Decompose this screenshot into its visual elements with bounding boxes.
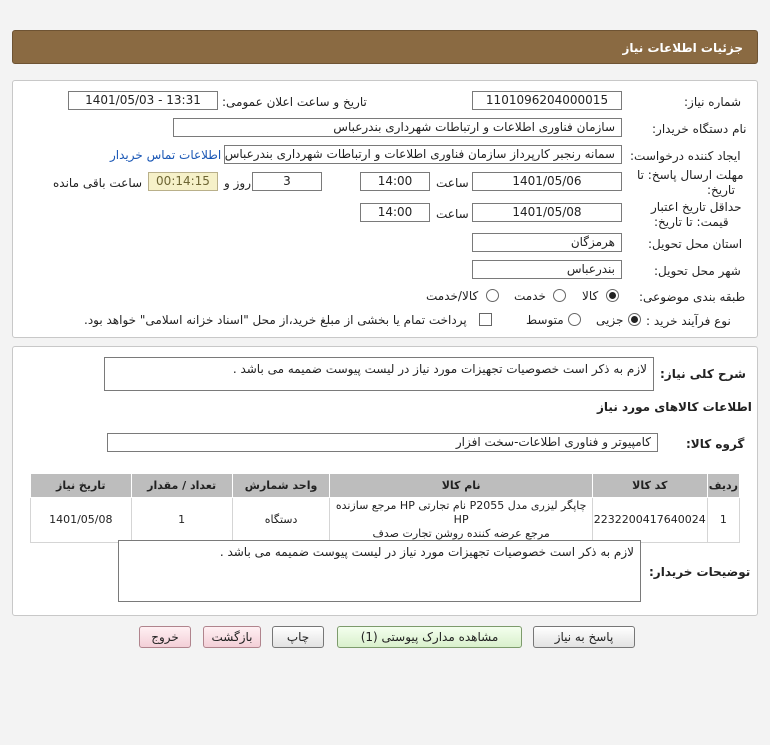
creator-field: سمانه رنجبر کارپرداز سازمان فناوری اطلاعات و ارتباطات شهرداری بندرعباس [224,145,622,164]
validity-label: حداقل تاریخ اعتبار [651,200,742,214]
goods-table-header-row [31,474,740,498]
process-radio-minor[interactable] [628,313,641,326]
buyer-field: سازمان فناوری اطلاعات و ارتباطات شهرداری بندرعباس [173,118,622,137]
validity-date-field: 1401/05/08 [472,203,622,222]
col-header-unit: واحد شمارش [232,474,330,498]
reply-button[interactable]: پاسخ به نیاز [533,626,635,648]
reply-time-field: 14:00 [360,172,430,191]
cell-unit: دستگاه [232,498,330,543]
col-header-date: تاریخ نیاز [31,474,132,498]
announce-datetime-label: تاریخ و ساعت اعلان عمومی: [222,95,367,109]
category-option-service: خدمت [514,289,546,303]
need-description-box: لازم به ذکر است خصوصیات تجهیزات مورد نیاز در لیست پیوست ضمیمه می باشد . [104,357,654,391]
cell-date: 1401/05/08 [31,498,132,543]
goods-section-title: اطلاعات کالاهای مورد نیاز [597,400,752,414]
print-button[interactable]: چاپ [272,626,324,648]
validity-time-field: 14:00 [360,203,430,222]
cell-name [330,498,592,543]
validity-time-label: ساعت [436,207,469,221]
buyer-notes-label: توضیحات خریدار: [649,565,751,579]
category-radio-goods-service[interactable] [486,289,499,302]
page-title: جزئیات اطلاعات نیاز [622,41,743,55]
category-option-goods: کالا [582,289,599,303]
table-row [31,498,740,543]
buyer-contact-link[interactable]: اطلاعات تماس خریدار [110,148,222,162]
city-field: بندرعباس [472,260,622,279]
cell-name-line1: چاپگر لیزری مدل P2055 نام تجارتی HP مرجع سازنده HP [335,499,587,526]
reply-date-field: 1401/05/06 [472,172,622,191]
days-label: روز و [224,176,251,190]
remaining-time-field: 00:14:15 [148,172,218,191]
need-number-label: شماره نیاز: [684,95,741,109]
buyer-notes-box: لازم به ذکر است خصوصیات تجهیزات مورد نیاز در لیست پیوست ضمیمه می باشد . [118,540,641,602]
buyer-label: نام دستگاه خریدار: [652,122,747,136]
validity-label-2: قیمت: تا تاریخ: [654,215,729,229]
category-radio-goods[interactable] [606,289,619,302]
reply-deadline-label: مهلت ارسال پاسخ: تا [637,168,744,182]
province-label: استان محل تحویل: [648,237,743,251]
col-header-qty: تعداد / مقدار [131,474,232,498]
back-button[interactable]: بازگشت [203,626,261,648]
province-field: هرمزگان [472,233,622,252]
days-field: 3 [252,172,322,191]
city-label: شهر محل تحویل: [654,264,741,278]
attachments-button[interactable]: مشاهده مدارک پیوستی (1) [337,626,522,648]
need-description-label: شرح کلی نیاز: [660,367,746,381]
goods-group-label: گروه کالا: [686,437,745,451]
col-header-name: نام کالا [330,474,592,498]
process-label: نوع فرآیند خرید : [646,314,731,328]
reply-time-label: ساعت [436,176,469,190]
cell-qty: 1 [131,498,232,543]
category-label: طبقه بندی موضوعی: [639,290,746,304]
goods-group-field: کامپیوتر و فناوری اطلاعات-سخت افزار [107,433,658,452]
treasury-payment-checkbox[interactable] [479,313,492,326]
treasury-payment-note: پرداخت تمام یا بخشی از مبلغ خرید،از محل "اسناد خزانه اسلامی" خواهد بود. [84,313,467,327]
category-radio-service[interactable] [553,289,566,302]
col-header-code: کد کالا [592,474,707,498]
creator-label: ایجاد کننده درخواست: [630,149,741,163]
goods-table [30,473,740,543]
cell-code: 2232200417640024 [592,498,707,543]
page-header [12,30,758,64]
cell-name-line2: مرجع عرضه کننده روشن تجارت صدف [372,527,550,540]
need-number-field: 1101096204000015 [472,91,622,110]
process-option-minor: جزیی [596,313,624,327]
reply-deadline-label-2: تاریخ: [707,183,735,197]
category-option-goods-service: کالا/خدمت [426,289,479,303]
process-option-medium: متوسط [526,313,564,327]
process-radio-medium[interactable] [568,313,581,326]
remaining-time-label: ساعت باقی مانده [53,176,143,190]
col-header-row: ردیف [707,474,739,498]
exit-button[interactable]: خروج [139,626,191,648]
cell-row: 1 [707,498,739,543]
announce-datetime-field: 1401/05/03 - 13:31 [68,91,218,110]
